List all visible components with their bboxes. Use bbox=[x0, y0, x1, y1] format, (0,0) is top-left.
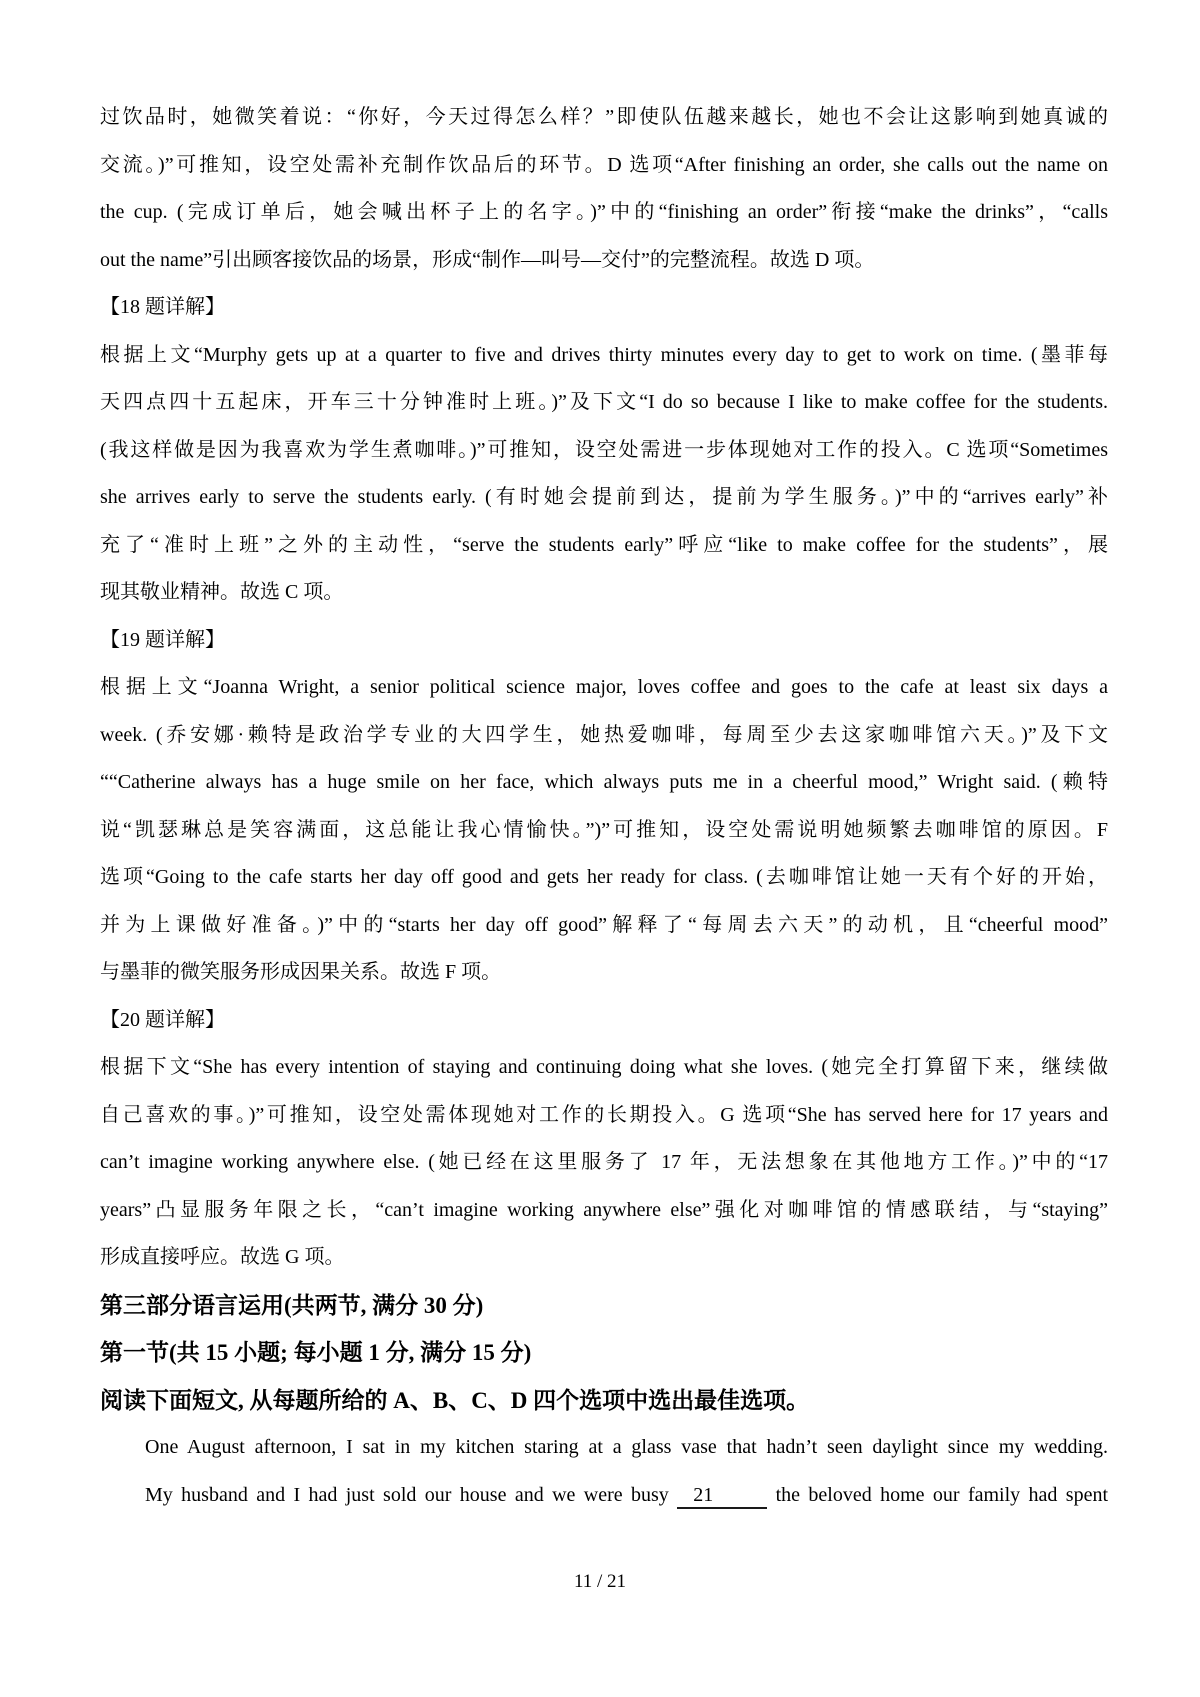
q19-detail-header: 【19 题详解】 bbox=[100, 628, 225, 651]
section3-title: 第三部分语言运用(共两节, 满分 30 分) bbox=[100, 1292, 484, 1318]
q19-analysis-line: 根据上文“Joanna Wright, a senior political science major, loves coffee and goes to the cafe at least six days a bbox=[100, 676, 1108, 698]
q17-analysis-line: 交流。)”可推知，设空处需补充制作饮品后的环节。D 选项“After finishing an order, she calls out the name on bbox=[100, 153, 1108, 176]
section3-subtitle: 第一节(共 15 小题; 每小题 1 分, 满分 15 分) bbox=[100, 1340, 532, 1365]
q18-analysis-line: she arrives early to serve the students early. (有时她会提前到达，提前为学生服务。)”中的“arrives early”补 bbox=[100, 486, 1108, 508]
q20-detail-header: 【20 题详解】 bbox=[100, 1008, 225, 1031]
q18-analysis-line: (我这样做是因为我喜欢为学生煮咖啡。)”可推知，设空处需进一步体现她对工作的投入。C 选项“Sometimes bbox=[100, 438, 1108, 461]
cloze-passage-line bbox=[100, 1472, 1108, 1520]
q20-analysis-line: 形成直接呼应。故选 G 项。 bbox=[100, 1246, 345, 1268]
q19-analysis-line: 选项“Going to the cafe starts her day off good and gets her ready for class. (去咖啡馆让她一天有个好的开始， bbox=[100, 866, 1108, 888]
q18-analysis-line: 充了“准时上班”之外的主动性，“serve the students early”呼应“like to make coffee for the students”，展 bbox=[100, 533, 1108, 556]
q19-analysis-line: ““Catherine always has a huge smile on her face, which always puts me in a cheerful mood,” Wright said. (赖特 bbox=[100, 771, 1108, 793]
q19-analysis-line: week. (乔安娜·赖特是政治学专业的大四学生，她热爱咖啡，每周至少去这家咖啡馆六天。)”及下文 bbox=[100, 723, 1108, 746]
q19-analysis-line: 并为上课做好准备。)”中的“starts her day off good”解释了“每周去六天”的动机，且“cheerful mood” bbox=[100, 913, 1108, 936]
q20-analysis-line: 自己喜欢的事。)”可推知，设空处需体现她对工作的长期投入。G 选项“She has served here for 17 years and bbox=[100, 1103, 1108, 1126]
q17-analysis-line: out the name”引出顾客接饮品的场景，形成“制作—叫号—交付”的完整流程。故选 D 项。 bbox=[100, 248, 875, 271]
passage-text: the beloved home our family had spent bbox=[767, 1483, 1108, 1506]
page-body bbox=[100, 94, 1108, 1519]
q18-analysis-line: 现其敬业精神。故选 C 项。 bbox=[100, 581, 344, 603]
page-number: 11 / 21 bbox=[573, 1571, 627, 1592]
q18-analysis-line: 根据上文“Murphy gets up at a quarter to five and drives thirty minutes every day to get to work on time. (墨菲每 bbox=[100, 343, 1108, 366]
q20-analysis-line: years”凸显服务年限之长，“can’t imagine working anywhere else”强化对咖啡馆的情感联结，与“staying” bbox=[100, 1198, 1108, 1221]
q17-analysis-line: the cup. (完成订单后，她会喊出杯子上的名字。)”中的“finishing an order”衔接“make the drinks”，“calls bbox=[100, 201, 1108, 223]
section3-instruction: 阅读下面短文, 从每题所给的 A、B、C、D 四个选项中选出最佳选项。 bbox=[100, 1387, 810, 1413]
q18-detail-header: 【18 题详解】 bbox=[100, 296, 225, 318]
q20-analysis-line: 根据下文“She has every intention of staying and continuing doing what she loves. (她完全打算留下来，继续做 bbox=[100, 1056, 1108, 1078]
cloze-passage-line: One August afternoon, I sat in my kitchen staring at a glass vase that hadn’t seen daylight since my wedding. bbox=[145, 1436, 1108, 1458]
passage-text: My husband and I had just sold our house and we were busy bbox=[145, 1483, 678, 1506]
q19-analysis-line: 与墨菲的微笑服务形成因果关系。故选 F 项。 bbox=[100, 961, 502, 983]
q18-analysis-line: 天四点四十五起床，开车三十分钟准时上班。)”及下文“I do so because I like to make coffee for the students. bbox=[100, 391, 1108, 413]
q20-analysis-line: can’t imagine working anywhere else. (她已经在这里服务了 17 年，无法想象在其他地方工作。)”中的“17 bbox=[100, 1151, 1108, 1173]
q19-analysis-line: 说“凯瑟琳总是笑容满面，这总能让我心情愉快。”)”可推知，设空处需说明她频繁去咖啡馆的原因。F bbox=[100, 818, 1108, 841]
cloze-blank-21: 21 bbox=[677, 1483, 767, 1509]
q17-analysis-line: 过饮品时，她微笑着说：“你好，今天过得怎么样？”即使队伍越来越长，她也不会让这影响到她真诚的 bbox=[100, 106, 1108, 128]
